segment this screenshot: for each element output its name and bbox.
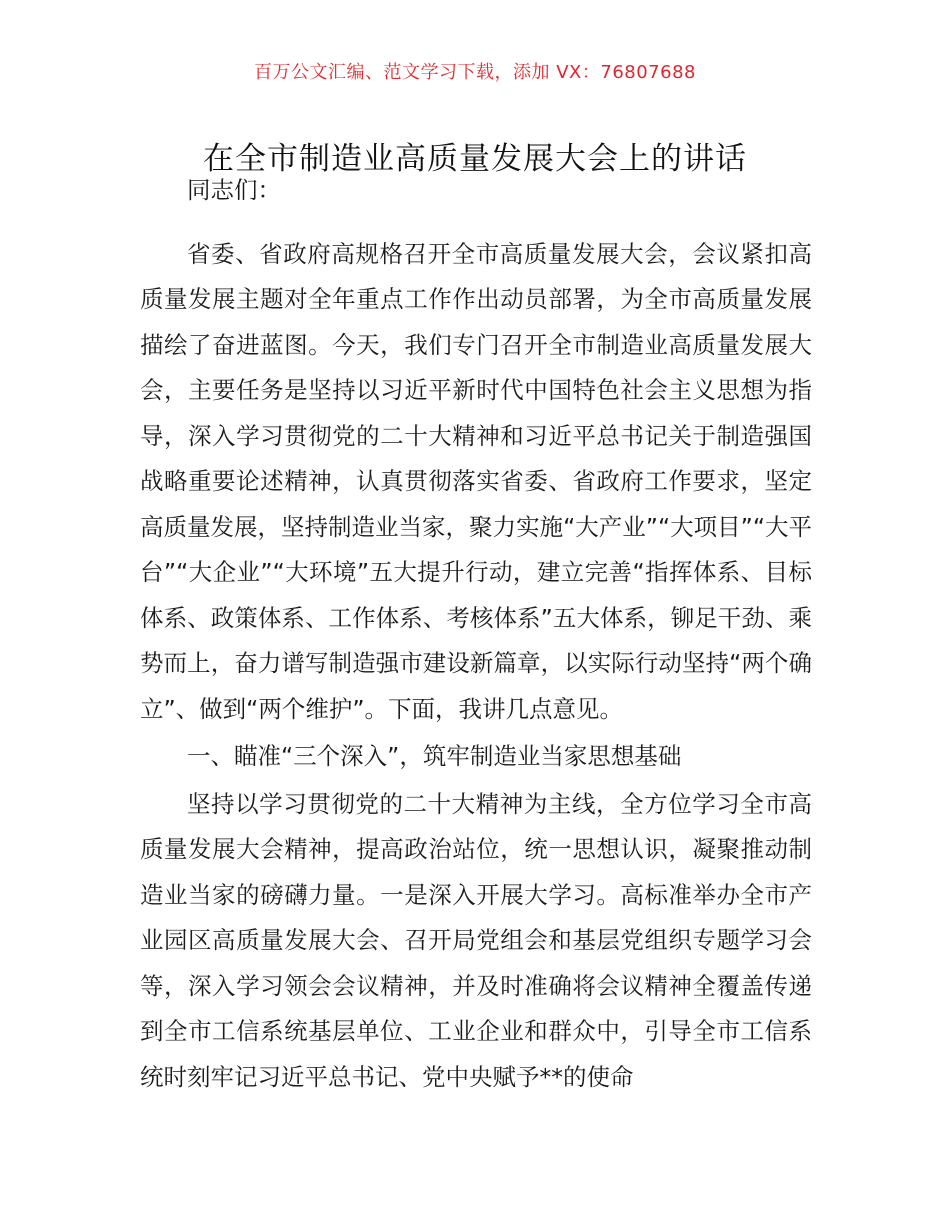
section-heading: 一、瞄准“三个深入”，筑牢制造业当家思想基础 [187, 742, 682, 770]
header-watermark-note: 百万公文汇编、范文学习下载，添加 VX：76807688 [254, 62, 696, 83]
document-body [140, 168, 812, 1100]
document-title: 在全市制造业高质量发展大会上的讲话 [203, 140, 747, 177]
salutation: 同志们： [187, 176, 281, 204]
body-paragraph: 省委、省政府高规格召开全市高质量发展大会，会议紧扣高质量发展主题对全年重点工作作出动员部署，为全市高质量发展描绘了奋进蓝图。今天，我们专门召开全市制造业高质量发展大会，主要任务是坚持以习近平新时代中国特色社会主义思想为指导，深入学习贯彻党的二十大精神和习近平总书记关于制造强国战略重要论述精神，认真贯彻落实省委、省政府工作要求，坚定高质量发展，坚持制造业当家，聚力实施“大产业”“大项目”“大平台”“大企业”“大环境”五大提升行动，建立完善“指挥体系、目标体系、政策体系、工作体系、考核体系”五大体系，铆足干劲、乘势而上，奋力谱写制造强市建设新篇章，以实际行动坚持“两个确立”、做到“两个维护”。下面，我讲几点意见。 [140, 239, 812, 723]
section-paragraph: 坚持以学习贯彻党的二十大精神为主线，全方位学习全市高质量发展大会精神，提高政治站位，统一思想认识，凝聚推动制造业当家的磅礴力量。一是深入开展大学习。高标准举办全市产业园区高质量发展大会、召开局党组会和基层党组织专题学习会等，深入学习领会会议精神，并及时准确将会议精神全覆盖传递到全市工信系统基层单位、工业企业和群众中，引导全市工信系统时刻牢记习近平总书记、党中央赋予**的使命 [140, 789, 812, 1091]
